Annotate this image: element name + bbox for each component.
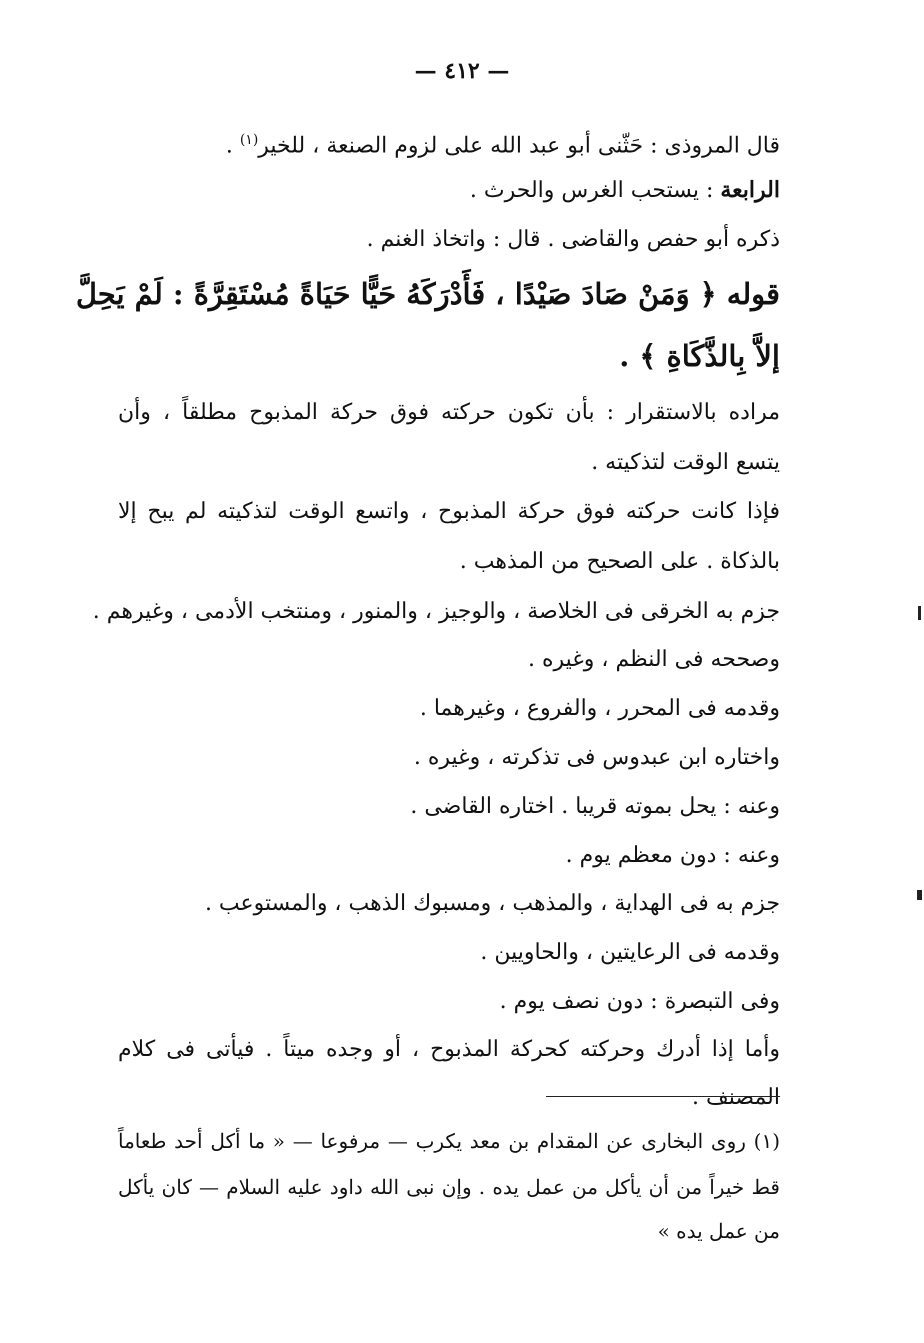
text-line: فإذا كانت حركته فوق حركة المذبوح ، واتسع الوقت لتذكيته لم يبح إلا [118, 499, 780, 524]
text-line: وصححه فى النظم ، وغيره . [528, 647, 780, 672]
footnote-line: من عمل يده » [657, 1219, 780, 1243]
text-line: يتسع الوقت لتذكيته . [591, 450, 780, 475]
footnote-ref: (١) [239, 132, 259, 148]
line-end: . [225, 133, 240, 159]
text-line: وقدمه فى المحرر ، والفروع ، وغيرهما . [419, 696, 780, 721]
margin-mark [918, 606, 921, 620]
quoted-text-line: قوله ﴿ وَمَنْ صَادَ صَيْدًا ، فَأَدْرَكَهُ حَيًّا حَيَاةً مُسْتَقِرَّةً : لَمْ يَحِلَّ [75, 277, 780, 311]
text-line: ذكره أبو حفص والقاضى . قال : واتخاذ الغنم . [366, 227, 780, 252]
quoted-text-line: إلاَّ بِالذَّكَاةِ ﴾ . [619, 339, 780, 373]
text-line: وقدمه فى الرعايتين ، والحاويين . [480, 940, 780, 965]
text-line: بالذكاة . على الصحيح من المذهب . [459, 549, 780, 574]
text-line: المصنف . [691, 1085, 780, 1110]
text-line: واختاره ابن عبدوس فى تذكرته ، وغيره . [413, 745, 780, 770]
margin-mark [917, 890, 922, 900]
text-line: وعنه : دون معظم يوم . [565, 843, 780, 868]
page-number: — ٤١٢ — [414, 58, 510, 84]
section-heading: الرابعة [720, 177, 780, 203]
text-line: وفى التبصرة : دون نصف يوم . [499, 989, 780, 1014]
footnote-line: (١) روى البخارى عن المقدام بن معد يكرب — مرفوعا — « ما أكل أحد طعاماً [118, 1129, 780, 1153]
footnote-line: قط خيراً من أن يأكل من عمل يده . وإن نبى الله داود عليه السلام — كان يأكل [118, 1175, 780, 1199]
line-text: قال المروذى : حَثّنى أبو عبد الله على لزوم الصنعة ، للخير [258, 133, 780, 159]
text-line: وأما إذا أدرك وحركته كحركة المذبوح ، أو وجده ميتاً . فيأتى فى كلام [118, 1037, 780, 1062]
text-line: جزم به الخرقى فى الخلاصة ، والوجيز ، والمنور ، ومنتخب الأدمى ، وغيرهم . [92, 599, 780, 624]
footnote-block [75, 0, 780, 1300]
line-text: : يستحب الغرس والحرث . [469, 178, 721, 203]
text-line: جزم به فى الهداية ، والمذهب ، ومسبوك الذهب ، والمستوعب . [204, 891, 780, 916]
text-line: مراده بالاستقرار : بأن تكون حركته فوق حركة المذبوح مطلقاً ، وأن [118, 400, 780, 425]
text-line: وعنه : يحل بموته قريبا . اختاره القاضى . [410, 794, 780, 819]
